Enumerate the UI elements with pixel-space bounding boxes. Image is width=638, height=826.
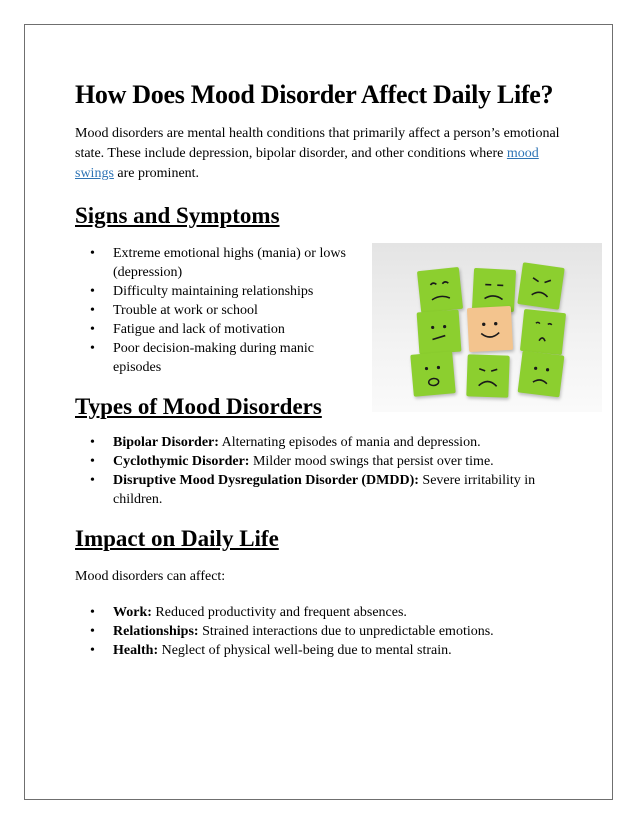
list-item-term: Work: <box>113 605 152 620</box>
list-item-text: Neglect of physical well-being due to mental strain. <box>158 643 452 658</box>
list-item <box>75 641 565 660</box>
sticky-note-smile-icon <box>467 306 513 352</box>
sticky-note-frown-icon <box>417 267 463 313</box>
signs-list <box>75 244 365 377</box>
list-item <box>75 471 565 509</box>
list-item <box>75 452 565 471</box>
sticky-notes-faces-photo <box>372 243 602 412</box>
list-item-text: Severe irritability in children. <box>113 473 536 507</box>
list-item-term: Bipolar Disorder: <box>113 435 219 450</box>
list-item-text: Reduced productivity and frequent absences. <box>151 605 407 620</box>
list-item-term: Health: <box>113 643 159 658</box>
impact-heading: Impact on Daily Life <box>75 526 279 551</box>
list-item: • Poor decision-making during manic episodes <box>75 339 365 377</box>
intro-text-before: Mood disorders are mental health conditions that primarily affect a person’s emotional state. These include depression, bipolar disorder, and other conditions where <box>75 126 560 161</box>
list-item: • Extreme emotional highs (mania) or lows (depression) <box>75 244 365 282</box>
list-item-text: Strained interactions due to unpredictable emotions. <box>198 624 494 639</box>
sticky-note-worried-icon <box>520 309 566 355</box>
list-item-term: Cyclothymic Disorder: <box>113 454 250 469</box>
sticky-note-sad-icon <box>518 351 565 398</box>
mood-swings-link[interactable]: mood swings <box>75 146 539 181</box>
list-item-text: Milder mood swings that persist over time. <box>249 454 494 469</box>
sticky-note-sad-icon <box>517 262 564 309</box>
list-item <box>75 433 565 452</box>
types-list <box>75 433 565 509</box>
intro-text-after: are prominent. <box>113 166 200 181</box>
list-item <box>75 622 565 641</box>
sticky-note-frown-icon <box>466 354 509 397</box>
list-item-text: Alternating episodes of mania and depression. <box>218 435 481 450</box>
list-item <box>75 603 565 622</box>
page-title: How Does Mood Disorder Affect Daily Life? <box>75 80 554 109</box>
impact-intro: Mood disorders can affect: <box>75 569 226 584</box>
list-item: • Fatigue and lack of motivation <box>75 320 365 339</box>
sticky-note-worried-icon <box>410 351 456 397</box>
intro-paragraph <box>75 124 565 184</box>
list-item-term: Disruptive Mood Dysregulation Disorder (DMDD): <box>113 473 419 488</box>
sticky-note-sad-icon <box>417 310 462 355</box>
types-heading: Types of Mood Disorders <box>75 394 322 419</box>
list-item-term: Relationships: <box>113 624 199 639</box>
list-item: • Trouble at work or school <box>75 301 365 320</box>
signs-heading: Signs and Symptoms <box>75 203 280 228</box>
impact-list <box>75 603 565 660</box>
list-item: • Difficulty maintaining relationships <box>75 282 365 301</box>
